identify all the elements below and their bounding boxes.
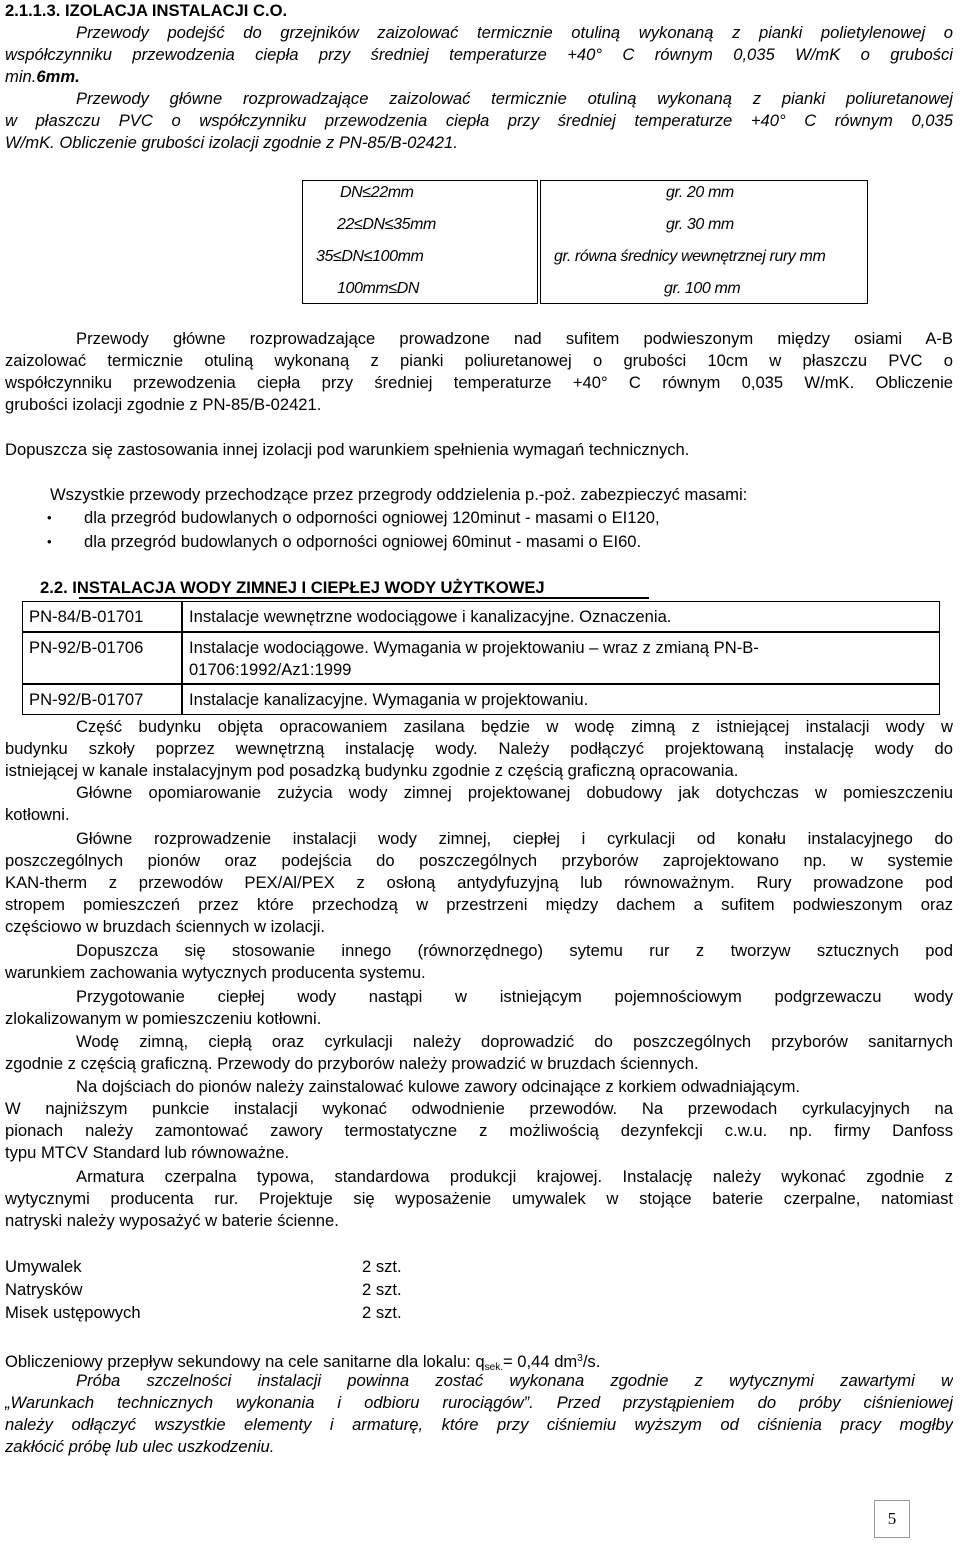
fixture-qty: 2 szt. — [362, 1257, 402, 1276]
thickness-value: gr. równa średnicy wewnętrznej rury mm — [554, 248, 826, 265]
paragraph-line: pionach należy zamontować zawory termostatyczne z możliwością dezynfekcji c.w.u. np. firmy Danfoss — [5, 1121, 953, 1140]
paragraph-line: Przewody główne rozprowadzające prowadzone nad sufitem podwieszonym między osiami A-B — [76, 329, 953, 348]
standard-desc: 01706:1992/Az1:1999 — [189, 660, 352, 679]
paragraph-line: W najniższym punkcie instalacji wykonać odwodnienie przewodów. Na przewodach cyrkulacyjnych na — [5, 1099, 953, 1118]
standard-code: PN-92/B-01706 — [29, 638, 144, 657]
section-heading-water: 2.2. INSTALACJA WODY ZIMNEJ I CIEPŁEJ WODY UŻYTKOWEJ — [40, 578, 545, 597]
dn-range: 100mm≤DN — [337, 280, 420, 297]
fixture-name: Natrysków — [5, 1280, 83, 1299]
standard-code: PN-84/B-01701 — [29, 607, 144, 626]
paragraph-line: Armatura czerpalna typowa, standardowa produkcji krajowej. Instalację należy wykonać zgodnie z — [76, 1167, 953, 1186]
paragraph-line: kotłowni. — [5, 805, 70, 824]
paragraph-line: Przewody podejść do grzejników zaizolować termicznie otuliną wykonaną z pianki polietylenowej o — [76, 23, 953, 42]
paragraph-line: należy odłączyć wszystkie elementy i armaturę, które przy ciśniemiu wyższym od ciśnienia pracy mogłby — [5, 1415, 953, 1434]
table-divider — [181, 601, 183, 715]
dn-range: 35≤DN≤100mm — [316, 248, 424, 265]
paragraph-line: zakłócić próbę lub ulec uszkodzeniu. — [5, 1437, 275, 1456]
paragraph-line: Wodę zimną, ciepłą oraz cyrkulacji należy doprowadzić do poszczególnych przyborów sanitarnych — [76, 1032, 953, 1051]
paragraph-line: w płaszczu PVC o współczynniku przewodzenia ciepła przy średniej temperaturze +40° C równym 0,035 — [5, 111, 953, 130]
paragraph-line: Główne rozprowadzenie instalacji wody zimnej, ciepłej i cyrkulacji od konału instalacyjnego do — [76, 829, 953, 848]
paragraph-line: Przygotowanie ciepłej wody nastąpi w istniejącym pojemnościowym podgrzewaczu wody — [76, 987, 953, 1006]
bullet-icon: • — [47, 510, 52, 525]
paragraph-line: W/mK. Obliczenie grubości izolacji zgodnie z PN-85/B-02421. — [5, 133, 458, 152]
paragraph-line: zlokalizowanym w pomieszczeniu kotłowni. — [5, 1009, 322, 1028]
section-heading-co-insulation: 2.1.1.3. IZOLACJA INSTALACJI C.O. — [5, 1, 288, 20]
paragraph-line: poszczególnych pionów oraz podejścia do poszczególnych przyborów zaprojektowano np. w systemie — [5, 851, 953, 870]
paragraph-line: warunkiem zachowania wytycznych producenta systemu. — [5, 963, 426, 982]
paragraph-line: grubości izolacji zgodnie z PN-85/B-02421. — [5, 395, 322, 414]
paragraph-line: Dopuszcza się stosowanie innego (równorzędnego) sytemu rur z tworzyw sztucznych pod — [76, 941, 953, 960]
paragraph-line: natryski należy wyposażyć w baterie ścienne. — [5, 1211, 339, 1230]
bullet-icon: • — [47, 534, 52, 549]
fixture-qty: 2 szt. — [362, 1280, 402, 1299]
paragraph-line: Wszystkie przewody przechodzące przez przegrody oddzielenia p.-poż. zabezpieczyć masami: — [50, 485, 748, 504]
list-item: dla przegród budowlanych o odporności ogniowej 60minut - masami o EI60. — [84, 532, 642, 551]
paragraph-line: „Warunkach technicznych wykonania i odbioru rurociągów”. Przed przystąpieniem do próby ciśnieniowej — [5, 1393, 953, 1412]
standard-desc: Instalacje wewnętrzne wodociągowe i kanalizacyjne. Oznaczenia. — [189, 607, 672, 626]
paragraph-line: typu MTCV Standard lub równoważne. — [5, 1143, 290, 1162]
standard-desc: Instalacje kanalizacyjne. Wymagania w projektowaniu. — [189, 690, 589, 709]
fixture-name: Umywalek — [5, 1257, 82, 1276]
fixture-qty: 2 szt. — [362, 1303, 402, 1322]
paragraph-line: Część budynku objęta opracowaniem zasilana będzie w wodę zimną z istniejącej instalacji wody w — [76, 717, 953, 736]
paragraph-line: Główne opomiarowanie zużycia wody zimnej projektowanej dobudowy jak dotychczas w pomieszczeniu — [76, 783, 953, 802]
paragraph-line: Na dojściach do pionów należy zainstalować kulowe zawory odcinające z korkiem odwadniającym. — [76, 1077, 801, 1096]
paragraph-line: współczynniku przewodzenia ciepła przy średniej temperaturze +40° C równym 0,035 W/mK o grubości — [5, 45, 953, 64]
paragraph-line: zgodnie z częścią graficzną. Przewody do przyborów należy prowadzić w bruzdach ściennych. — [5, 1054, 699, 1073]
thickness-value: gr. 30 mm — [666, 216, 734, 233]
paragraph-line: częściowo w bruzdach ściennych w izolacji. — [5, 917, 326, 936]
heading-underline — [79, 597, 649, 599]
paragraph-line: budynku szkoły poprzez wewnętrzną instalację wody. Należy podłączyć projektowaną instalację wody do — [5, 739, 953, 758]
dn-range: DN≤22mm — [340, 184, 414, 201]
thickness-value: gr. 20 mm — [666, 184, 734, 201]
standard-code: PN-92/B-01707 — [29, 690, 144, 709]
paragraph-line: stropem pomieszczeń przez które przechodzą w przestrzeni między dachem a sufitem podwieszonym oraz — [5, 895, 953, 914]
table-divider — [22, 683, 940, 685]
paragraph-line: Dopuszcza się zastosowania innej izolacji pod warunkiem spełnienia wymagań technicznych. — [5, 440, 690, 459]
fixture-name: Misek ustępowych — [5, 1303, 141, 1322]
paragraph-line: Przewody główne rozprowadzające zaizolować termicznie otuliną wykonaną z pianki poliuretanowej — [76, 89, 953, 108]
page-number: 5 — [874, 1500, 910, 1538]
paragraph-line: istniejącej w kanale instalacyjnym pod posadzką budynku zgodnie z częścią graficzną opracowania. — [5, 761, 739, 780]
paragraph-line: współczynniku przewodzenia ciepła przy średniej temperaturze +40° C równym 0,035 W/mK. Obliczenie — [5, 373, 953, 392]
flow-rate-line: Obliczeniowy przepływ sekundowy na cele sanitarne dla lokalu: $q_{sek.}= 0,44$ $dm^3/s$. — [5, 1352, 601, 1373]
standard-desc: Instalacje wodociągowe. Wymagania w projektowaniu – wraz z zmianą PN-B- — [189, 638, 759, 657]
list-item: dla przegród budowlanych o odporności ogniowej 120minut - masami o EI120, — [84, 508, 660, 527]
paragraph-line: Próba szczelności instalacji powinna zostać wykonana zgodnie z wytycznymi zawartymi w — [76, 1371, 953, 1390]
table-divider — [22, 631, 940, 633]
paragraph-line: KAN-therm z przewodów PEX/Al/PEX z osłoną antydyfuzyjną lub równoważnym. Rury prowadzone pod — [5, 873, 953, 892]
paragraph-line: wytycznymi producenta rur. Projektuje się wyposażenie umywalek w stojące baterie czerpalne, natomiast — [5, 1189, 953, 1208]
dn-range: 22≤DN≤35mm — [337, 216, 436, 233]
paragraph-line: zaizolować termicznie otuliną wykonaną z pianki poliuretanowej o grubości 10cm w płaszczu PVC o — [5, 351, 953, 370]
thickness-value: gr. 100 mm — [664, 280, 741, 297]
paragraph-line: min.6mm. — [5, 67, 80, 86]
